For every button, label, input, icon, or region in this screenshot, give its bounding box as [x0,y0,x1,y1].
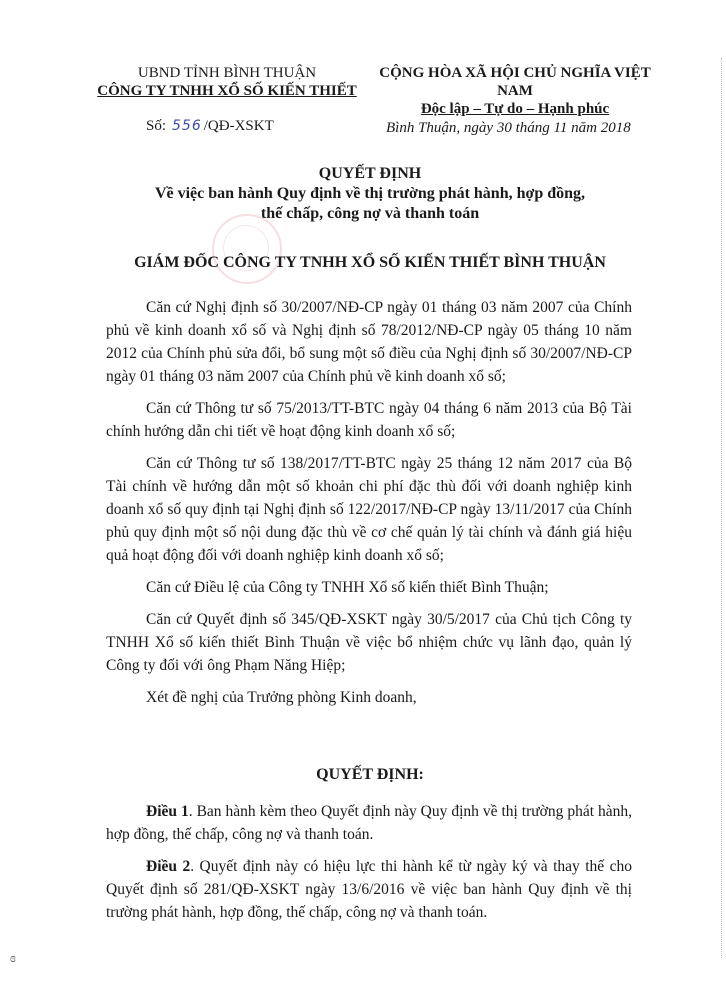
preamble-paragraph: Xét đề nghị của Trưởng phòng Kinh doanh, [146,689,417,706]
document-number [146,118,274,135]
document-number-suffix: /QĐ-XSKT [203,118,274,134]
issue-date: Bình Thuận, ngày 30 tháng 11 năm 2018 [386,120,631,136]
national-heading [360,64,670,118]
director-title: GIÁM ĐỐC CÔNG TY TNHH XỔ SỐ KIẾN THIẾT BÌNH THUẬN [134,254,606,271]
preamble-paragraph: Căn cứ Thông tư số 138/2017/TT-BTC ngày 25 tháng 12 năm 2017 của Bộ Tài chính về hướng dẫn một số khoản chi phí đặc thù đối với doanh nghiệp kinh doanh xổ số quy định tại Nghị định số 122/2017/NĐ-CP ngày 13/11/2017 của Chính phủ quy định một số nội dung đặc thù về cơ chế quản lý tài chính và đánh giá hiệu quả hoạt động đối với doanh nghiệp kinh doanh xổ số; [106,455,632,564]
authority-name: UBND TỈNH BÌNH THUẬN [137,65,317,81]
company-name: CÔNG TY TNHH XỔ SỐ KIẾN THIẾT [97,83,357,99]
corner-mark: ɞ [10,950,16,965]
article-label: Điều 2 [146,858,191,875]
preamble [106,296,632,718]
preamble-paragraph: Căn cứ Điều lệ của Công ty TNHH Xổ số kiến thiết Bình Thuận; [146,579,549,596]
preamble-paragraph: Căn cứ Quyết định số 345/QĐ-XSKT ngày 30/5/2017 của Chủ tịch Công ty TNHH Xổ số kiến thiết Bình Thuận về việc bổ nhiệm chức vụ lãnh đạo, quản lý Công ty đối với ông Phạm Năng Hiệp; [106,611,632,674]
title-heading: QUYẾT ĐỊNH [318,165,422,182]
decision-heading: QUYẾT ĐỊNH: [316,766,424,783]
handwritten-number: 556 [172,118,202,134]
article-text: . Quyết định này có hiệu lực thi hành kể từ ngày ký và thay thế cho Quyết định số 281/QĐ-XSKT ngày 13/6/2016 về việc ban hành Quy định về thị trường phát hành, hợp đồng, thế chấp, công nợ và thanh toán. [106,858,633,921]
scan-edge-line [717,58,722,958]
article-text: . Ban hành kèm theo Quyết định này Quy định về thị trường phát hành, hợp đồng, thế chấp, công nợ và thanh toán. [106,803,632,843]
issuing-organization [92,64,362,100]
document-number-label: Số: [146,118,167,134]
articles [106,800,632,933]
article-2 [106,855,632,924]
preamble-paragraph: Căn cứ Nghị định số 30/2007/NĐ-CP ngày 01 tháng 03 năm 2007 của Chính phủ về kinh doanh xổ số và Nghị định số 78/2012/NĐ-CP ngày 05 tháng 10 năm 2012 của Chính phủ sửa đổi, bổ sung một số điều của Nghị định số 30/2007/NĐ-CP ngày 01 tháng 03 năm 2007 của Chính phủ về kinh doanh xổ số; [106,299,632,385]
preamble-paragraph: Căn cứ Thông tư số 75/2013/TT-BTC ngày 04 tháng 6 năm 2013 của Bộ Tài chính hướng dẫn chi tiết về hoạt động kinh doanh xổ số; [106,400,632,440]
national-motto: Độc lập – Tự do – Hạnh phúc [420,101,610,117]
article-label: Điều 1 [146,803,189,820]
document-title [60,164,680,224]
faded-stamp-icon [212,214,282,284]
country-name: CỘNG HÒA XÃ HỘI CHỦ NGHĨA VIỆT NAM [379,65,651,99]
title-subject-line1: Về việc ban hành Quy định về thị trường phát hành, hợp đồng, [154,185,586,202]
title-subject-line2: thế chấp, công nợ và thanh toán [260,205,480,222]
article-1 [106,800,632,846]
